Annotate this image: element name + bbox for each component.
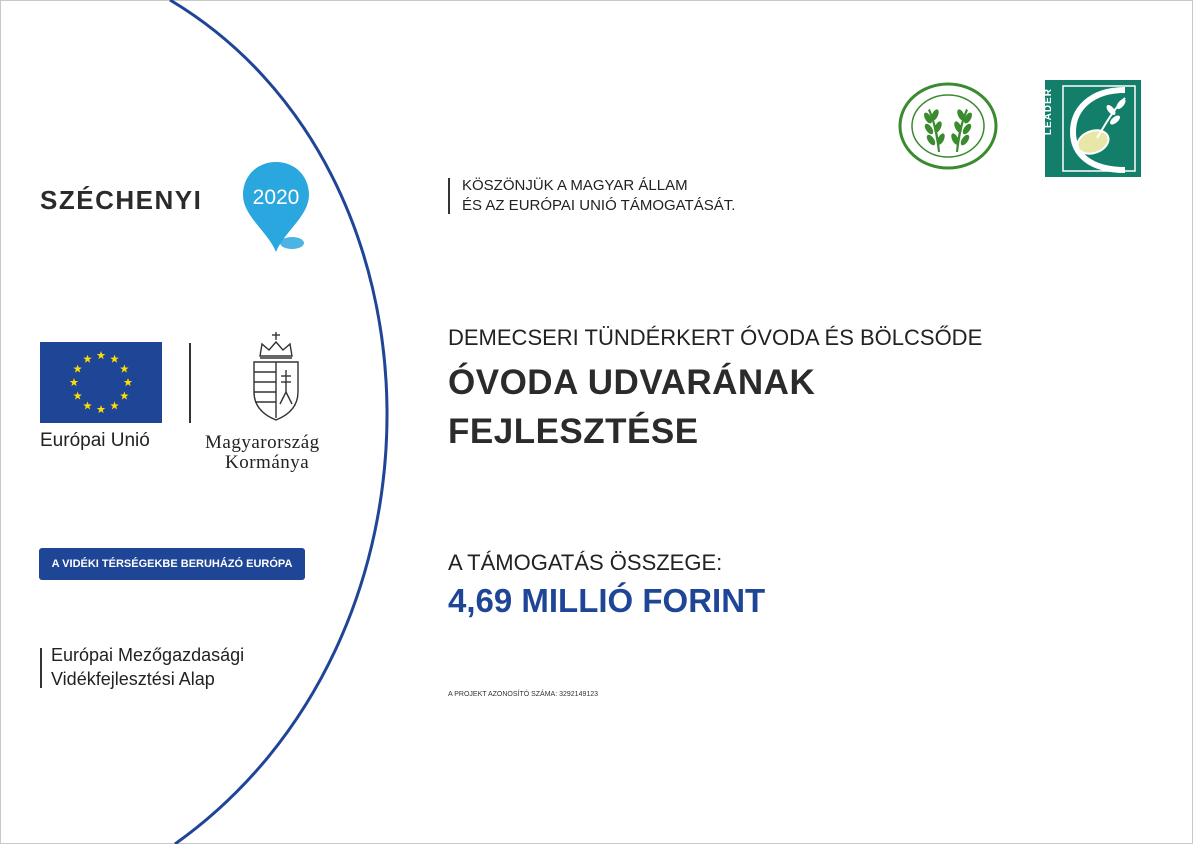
leader-sprout-icon	[1045, 80, 1141, 177]
eu-star-icon	[73, 365, 82, 373]
thanks-line2: ÉS AZ EURÓPAI UNIÓ TÁMOGATÁSÁT.	[462, 197, 736, 214]
eu-star-icon	[124, 378, 133, 386]
eu-star-icon	[97, 405, 106, 413]
amount-value: 4,69 MILLIÓ FORINT	[448, 582, 766, 619]
eu-star-icon	[73, 392, 82, 400]
leader-label: LEADER	[1043, 88, 1054, 136]
szechenyi-2020-pin-icon	[240, 160, 312, 258]
szechenyi-wordmark: SZÉCHENYI	[40, 185, 203, 215]
eu-flag	[40, 342, 162, 423]
logo-separator	[189, 343, 191, 423]
amount-label: A TÁMOGATÁS ÖSSZEGE:	[448, 550, 723, 575]
thanks-bar	[448, 178, 450, 214]
local-action-group-seal-icon	[898, 82, 998, 170]
project-title-line1: ÓVODA UDVARÁNAK	[448, 363, 816, 402]
fund-line2: Vidékfejlesztési Alap	[51, 669, 215, 689]
eu-star-icon	[97, 351, 106, 359]
eu-star-icon	[110, 401, 119, 409]
eu-stars-icon	[40, 342, 162, 423]
project-title-line2: FEJLESZTÉSE	[448, 412, 699, 451]
fund-line1: Európai Mezőgazdasági	[51, 645, 245, 665]
eu-label: Európai Unió	[40, 430, 150, 451]
eu-star-icon	[70, 378, 79, 386]
eu-star-icon	[110, 355, 119, 363]
project-id: A PROJEKT AZONOSÍTÓ SZÁMA: 3292149123	[448, 691, 599, 698]
leader-logo	[1045, 80, 1141, 177]
eu-star-icon	[83, 355, 92, 363]
rural-europe-banner: A VIDÉKI TÉRSÉGEKBE BERUHÁZÓ EURÓPA	[39, 548, 305, 580]
eu-star-icon	[83, 401, 92, 409]
beneficiary-name: DEMECSERI TÜNDÉRKERT ÓVODA ÉS BÖLCSŐDE	[448, 325, 983, 350]
szechenyi-year: 2020	[252, 186, 300, 209]
eu-star-icon	[120, 365, 129, 373]
fund-bar	[40, 648, 42, 688]
government-line2: Kormánya	[225, 452, 310, 473]
thanks-line1: KÖSZÖNJÜK A MAGYAR ÁLLAM	[462, 177, 688, 194]
government-line1: Magyarország	[205, 432, 320, 453]
hungarian-coat-of-arms-icon	[250, 330, 302, 422]
eu-star-icon	[120, 392, 129, 400]
